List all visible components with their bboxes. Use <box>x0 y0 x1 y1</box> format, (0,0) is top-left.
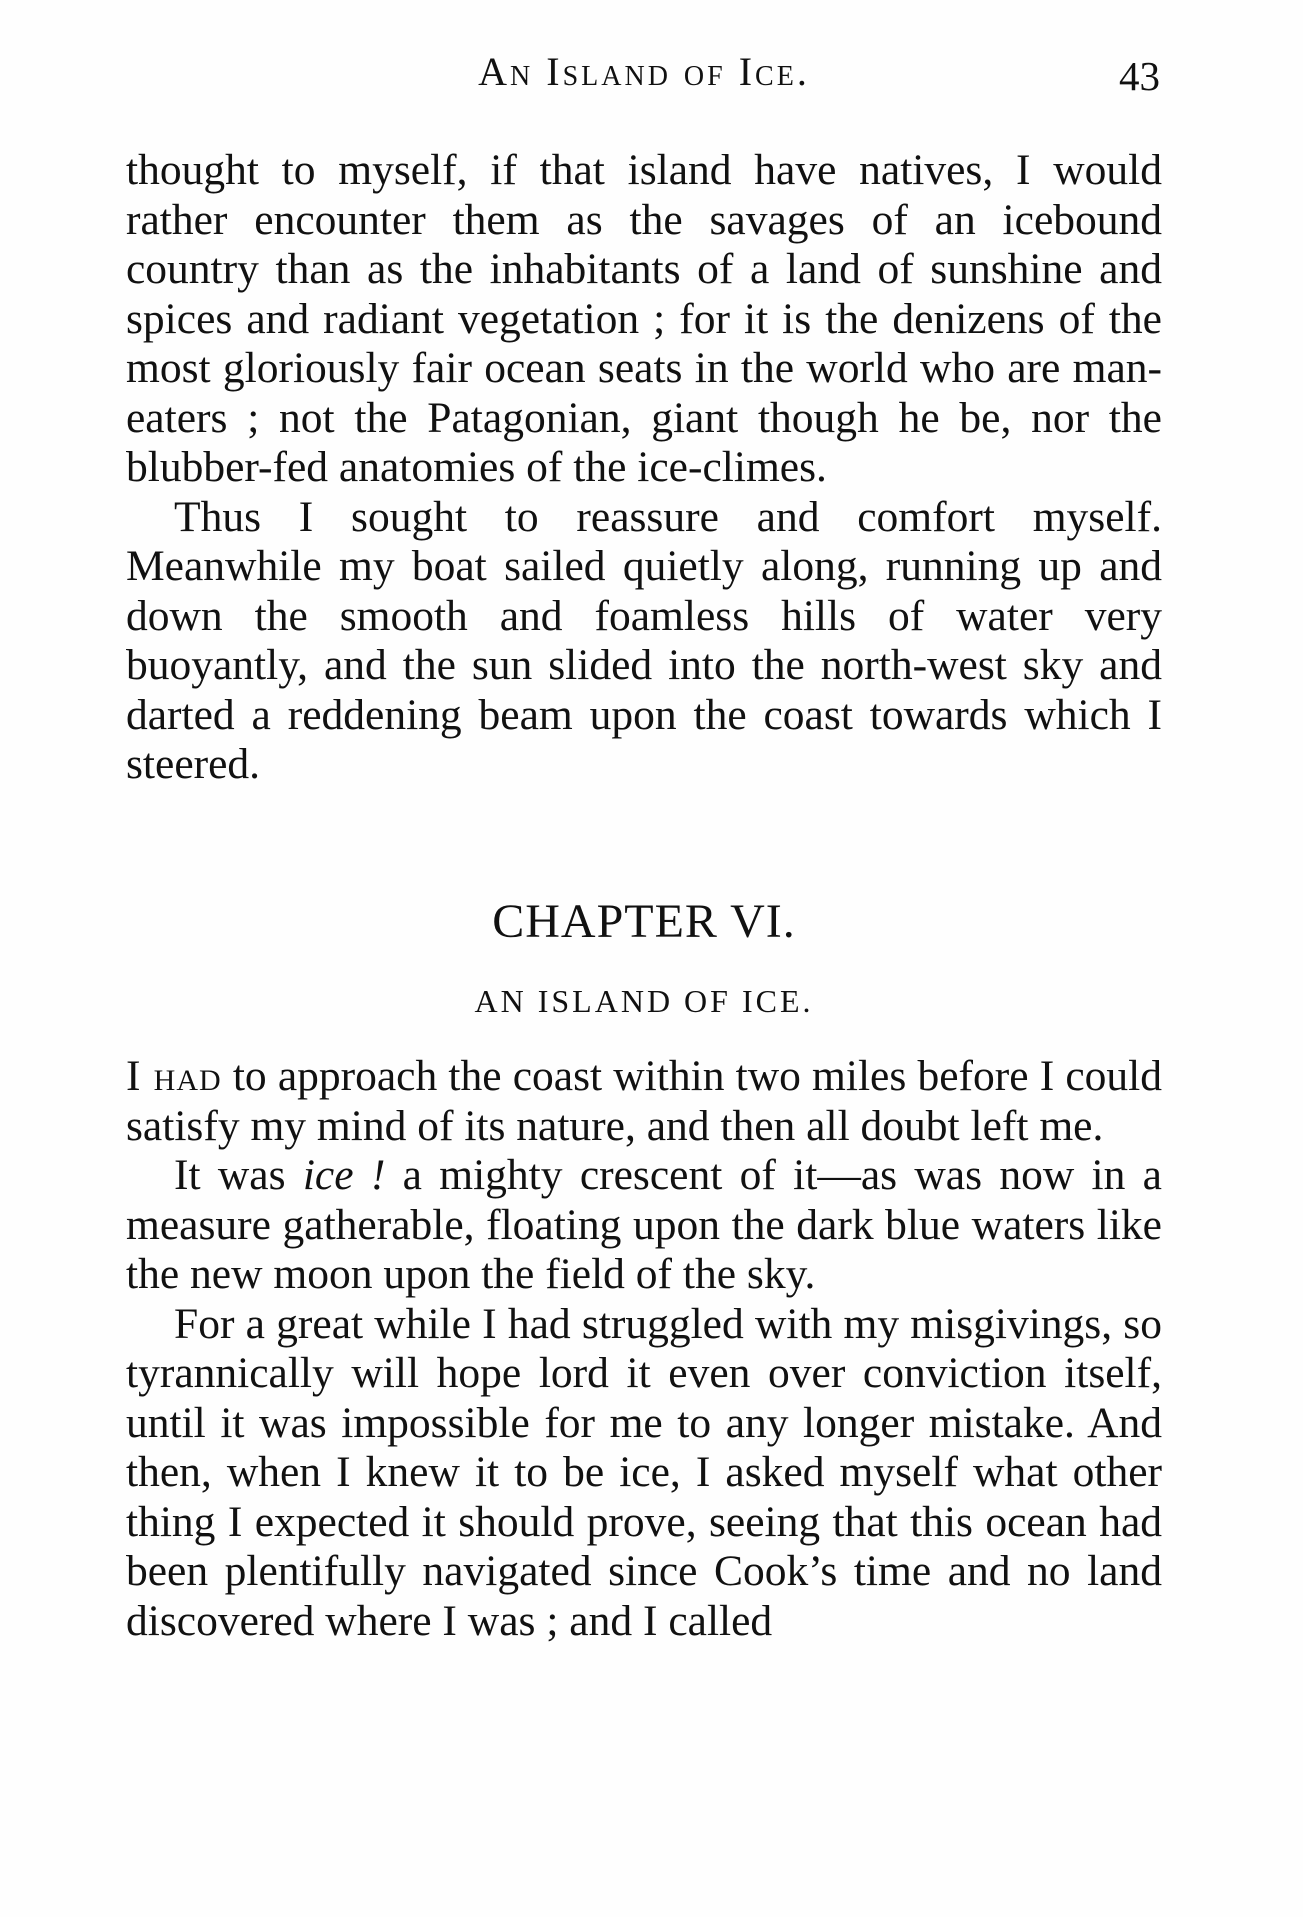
ice-emphasis: ice ! <box>302 1151 386 1199</box>
running-header <box>128 38 1160 102</box>
page-number: 43 <box>1119 53 1160 99</box>
paragraph-opening <box>126 1052 1162 1151</box>
ice-end: a mighty crescent of it—as was now in a measure gatherable, floating upon the dark blue waters like the new moon upon the field of the sky. <box>126 1151 1162 1298</box>
paragraph-continued: thought to myself, if that island have natives, I would rather encounter them as the savages of an icebound country than as the inhabitants of a land of sunshine and spices and radiant vegetation ; for it is the denizens of the most gloriously fair ocean seats in the world who are man-eaters ; not the Patagonian, giant though he be, nor the blubber-fed anatomies of the ice-climes. <box>126 146 1162 491</box>
running-title: An Island of Ice. <box>478 49 810 94</box>
text-block-top <box>126 146 1162 790</box>
opening-lead-words: I had <box>126 1052 222 1100</box>
paragraph-ice <box>126 1151 1162 1300</box>
paragraph-misgivings: For a great while I had struggled with my misgivings, so tyrannically will hope lord it even over conviction itself, until it was impossible for me to any longer mistake. And then, when I knew it to be ice, I asked myself what other thing I expected it should prove, seeing that this ocean had been plentifully navigated since Cook’s time and no land discovered where I was ; and I called <box>126 1299 1162 1645</box>
chapter-heading: CHAPTER VI. <box>492 895 796 948</box>
ice-start: It was <box>174 1151 303 1199</box>
paragraph-reassure: Thus I sought to reassure and comfort myself. Meanwhile my boat sailed quietly along, running up and down the smooth and foamless hills of water very buoyantly, and the sun slided into the north-west sky and darted a reddening beam upon the coast towards which I steered. <box>126 492 1162 788</box>
chapter-subtitle: AN ISLAND OF ICE. <box>474 983 814 1019</box>
text-block-chapter <box>126 1052 1162 1646</box>
opening-rest: to approach the coast within two miles before I could satisfy my mind of its nature, and then all doubt left me. <box>126 1052 1162 1150</box>
